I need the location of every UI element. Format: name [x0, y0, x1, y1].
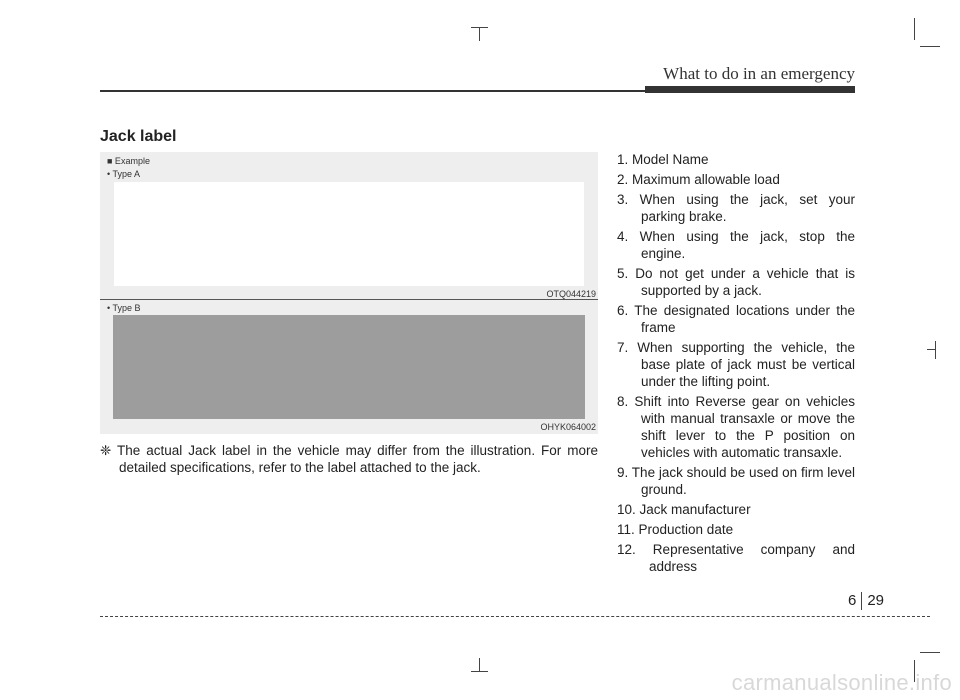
- jack-label-items: [617, 151, 855, 578]
- crop-mark-right-h: [927, 349, 936, 350]
- list-item: 8. Shift into Reverse gear on vehicles with manual transaxle or move the shift lever to the P position on vehicles with automatic transaxle.: [617, 394, 855, 460]
- figure-code-b: OHYK064002: [540, 422, 596, 432]
- figure-code-a: OTQ044219: [546, 289, 596, 299]
- running-head: What to do in an emergency: [663, 64, 855, 83]
- footer-rule: [100, 616, 930, 617]
- type-a-label: • Type A: [107, 169, 141, 179]
- figure-divider: [100, 299, 598, 300]
- list-item: 4. When using the jack, stop the engine.: [617, 229, 855, 261]
- type-b-label: • Type B: [107, 303, 141, 313]
- chapter-number: 6: [847, 592, 857, 609]
- page-number-separator: [861, 592, 862, 610]
- watermark: carmanualsonline.info: [731, 670, 952, 695]
- crop-mark-top-center-v: [479, 27, 480, 41]
- header-bar: [645, 86, 855, 93]
- section-title: Jack label: [100, 128, 177, 145]
- page-number: [848, 592, 884, 610]
- list-item: 1. Model Name: [617, 152, 709, 167]
- list-item: 2. Maximum allowable load: [617, 172, 780, 187]
- header-rule: [100, 90, 645, 92]
- list-item: 6. The designated locations under the frame: [617, 303, 855, 335]
- crop-mark-top-right-v: [914, 18, 915, 40]
- crop-mark-bottom-right-h: [920, 652, 940, 653]
- list-item: 3. When using the jack, set your parking brake.: [617, 192, 855, 224]
- crop-mark-right-v: [935, 341, 936, 359]
- crop-mark-bottom-center-v: [479, 658, 480, 672]
- list-item: 10. Jack manufacturer: [617, 502, 751, 517]
- type-a-label-image: [114, 182, 584, 286]
- list-item: 5. Do not get under a vehicle that is supported by a jack.: [617, 266, 855, 298]
- list-item: 12. Representative company and address: [617, 542, 855, 574]
- page-number-value: 29: [867, 592, 884, 609]
- type-b-label-image: [113, 315, 585, 419]
- disclaimer-note: ❈ The actual Jack label in the vehicle may differ from the illustration. For more detailed specifications, refer to the label attached to the jack.: [100, 443, 598, 475]
- crop-mark-bottom-center-h: [471, 671, 488, 672]
- example-label: ■ Example: [107, 156, 150, 166]
- list-item: 7. When supporting the vehicle, the base plate of jack must be vertical under the lifting point.: [617, 340, 855, 389]
- crop-mark-top-right-h: [920, 46, 940, 47]
- list-item: 9. The jack should be used on firm level ground.: [617, 465, 855, 497]
- list-item: 11. Production date: [617, 522, 734, 537]
- jack-label-figure: [100, 152, 598, 434]
